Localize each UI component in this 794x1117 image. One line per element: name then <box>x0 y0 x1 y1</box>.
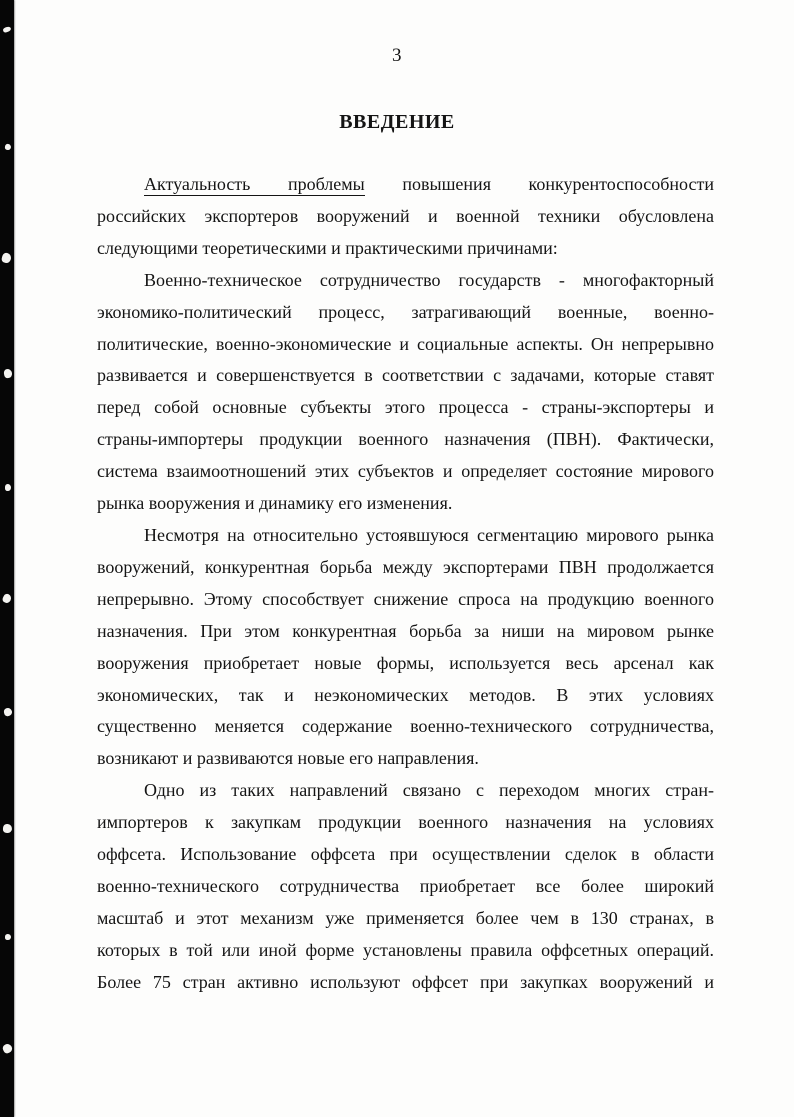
text-line: вооружения приобретает новые формы, используется весь арсенал как <box>97 652 714 673</box>
text-line: российских экспортеров вооружений и военной техники обусловлена <box>97 205 714 226</box>
text-line: перед собой основные субъекты этого процесса - страны-экспортеры и <box>97 397 714 418</box>
text-line: система взаимоотношений этих субъектов и определяет состояние мирового <box>97 461 714 482</box>
text-line: масштаб и этот механизм уже применяется более чем в 130 странах, в <box>97 907 714 928</box>
text-line: Несмотря на относительно устоявшуюся сегментацию мирового рынка <box>144 524 714 545</box>
text-line: экономических, так и неэкономических методов. В этих условиях <box>97 684 714 705</box>
text-line: военно-технического сотрудничества приобретает все более широкий <box>97 875 714 896</box>
text-line: возникают и развиваются новые его направления. <box>97 748 479 769</box>
scan-speck <box>5 934 11 940</box>
scan-speck <box>5 484 11 491</box>
scan-speck <box>3 368 12 378</box>
scan-speck <box>3 824 13 834</box>
text-line: развивается и совершенствуется в соответствии с задачами, которые ставят <box>97 365 714 386</box>
text-line: существенно меняется содержание военно-технического сотрудничества, <box>97 716 714 737</box>
text-line: вооружений, конкурентная борьба между экспортерами ПВН продолжается <box>97 556 714 577</box>
scan-speck <box>3 707 13 717</box>
page-number: 3 <box>392 45 402 66</box>
text-line: которых в той или иной форме установлены правила оффсетных операций. <box>97 939 714 960</box>
text-line: политические, военно-экономические и социальные аспекты. Он непрерывно <box>97 333 714 354</box>
text-line: Более 75 стран активно используют оффсет при закупках вооружений и <box>97 971 714 992</box>
text-line: страны-импортеры продукции военного назначения (ПВН). Фактически, <box>97 429 714 450</box>
text-segment: повышения конкурентоспособности <box>364 174 714 194</box>
body-text <box>97 169 714 999</box>
scan-speck <box>1 593 12 605</box>
text-line: экономико-политический процесс, затрагивающий военные, военно- <box>97 301 714 322</box>
scan-speck <box>2 1043 14 1055</box>
text-line: оффсета. Использование оффсета при осуществлении сделок в области <box>97 844 714 865</box>
text-line: импортеров к закупкам продукции военного назначения на условиях <box>97 812 714 833</box>
scan-edge-bar <box>0 0 14 1117</box>
underlined-phrase: Актуальность проблемы <box>144 174 365 194</box>
text-line: непрерывно. Этому способствует снижение спроса на продукцию военного <box>97 588 714 609</box>
scan-speck <box>1 252 12 264</box>
text-line <box>97 169 714 201</box>
text-line: назначения. При этом конкурентная борьба за ниши на мировом рынке <box>97 620 714 641</box>
scan-speck <box>2 26 11 33</box>
text-line: Одно из таких направлений связано с переходом многих стран- <box>144 780 714 801</box>
text-line: Военно-техническое сотрудничество государств - многофакторный <box>144 269 714 290</box>
text-line: рынка вооружения и динамику его изменения. <box>97 493 453 514</box>
scan-speck <box>5 144 12 151</box>
text-line: следующими теоретическими и практическими причинами: <box>97 237 558 258</box>
page-title: ВВЕДЕНИЕ <box>339 111 455 133</box>
